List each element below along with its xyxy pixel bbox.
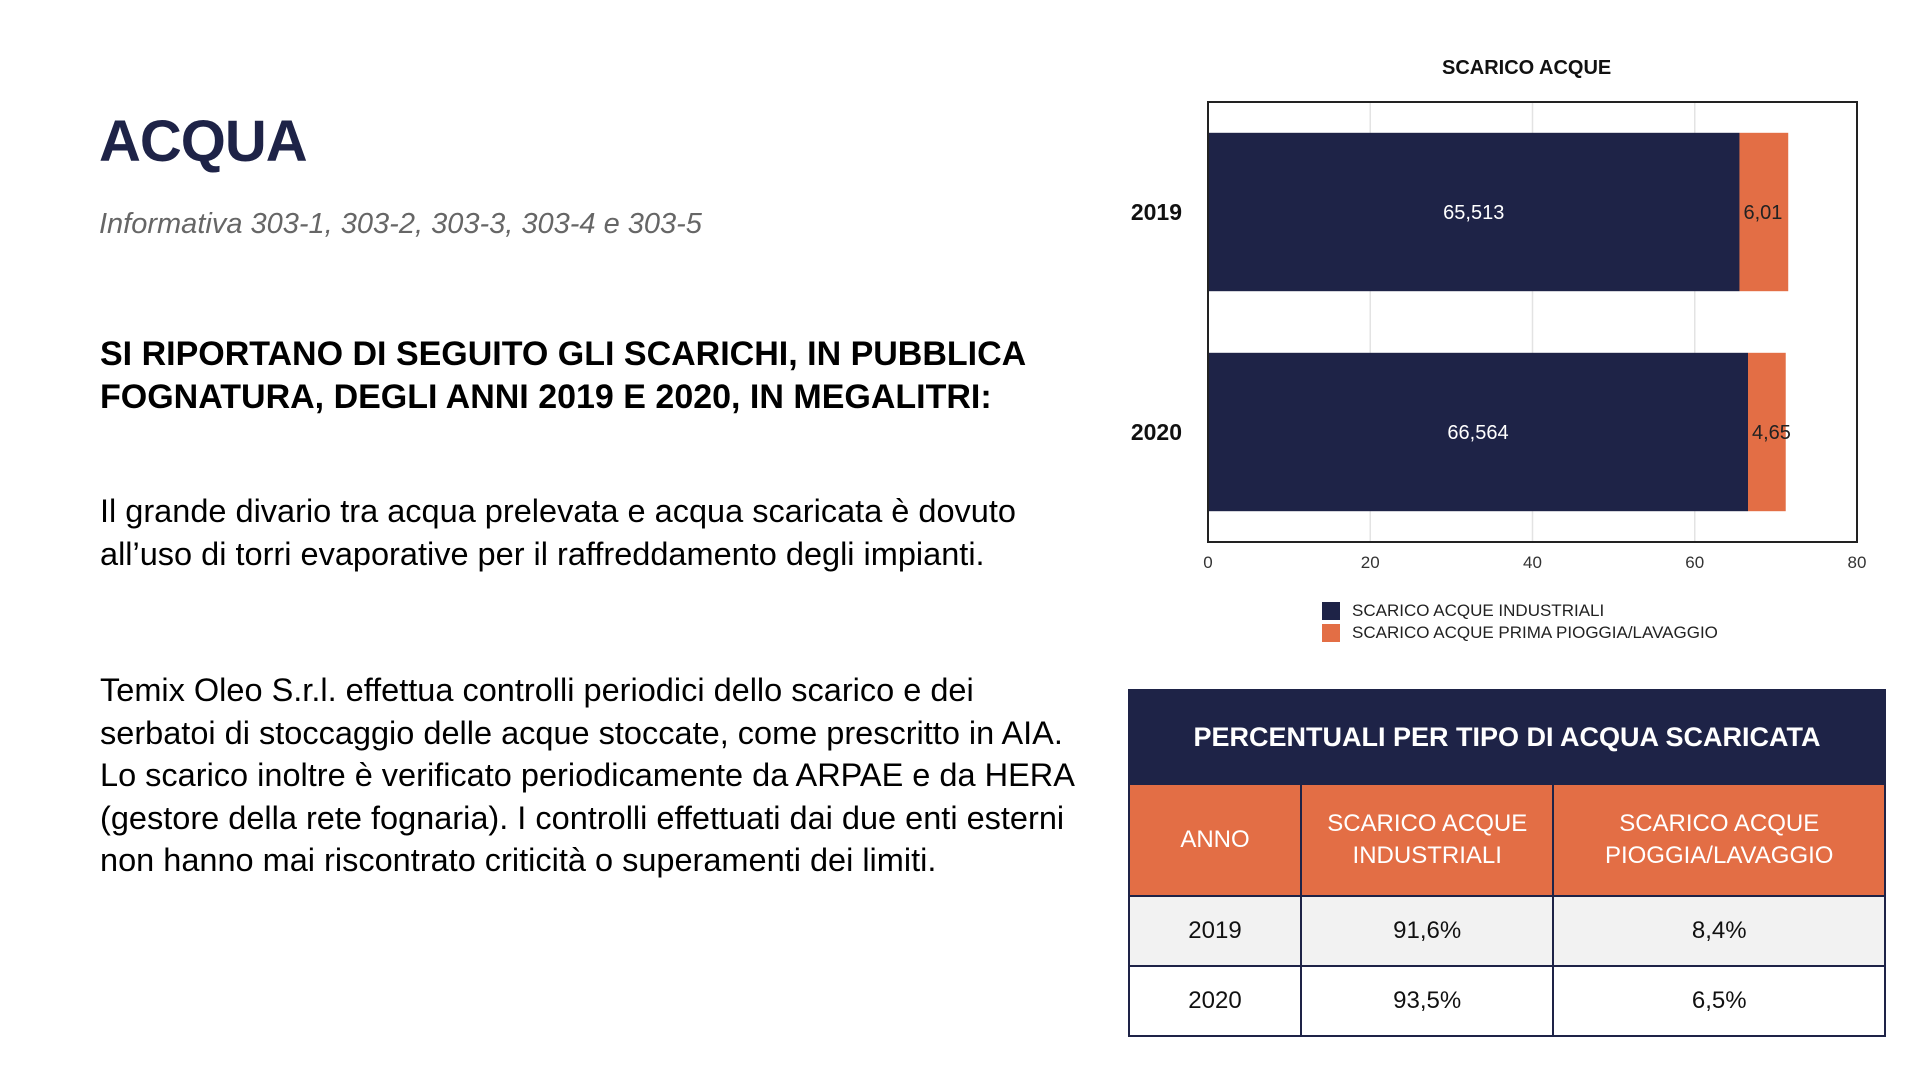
data-label: 4,65 — [1752, 422, 1791, 444]
paragraph-controls: Temix Oleo S.r.l. effettua controlli periodici dello scarico e dei serbatoi di stoccaggio delle acque stoccate, come prescritto in AIA. Lo scarico inoltre è verificato periodicamente da ARPAE e da HERA (gestore della rete fognaria). I controlli effettuati dai due enti esterni non hanno mai riscontrato criticità o superamenti dei limiti. — [100, 672, 1074, 878]
legend-label-industrial: SCARICO ACQUE INDUSTRIALI — [1352, 601, 1605, 620]
chart-title: SCARICO ACQUE — [1442, 57, 1612, 79]
table-cell-industrial: 91,6% — [1301, 896, 1553, 966]
data-label: 6,01 — [1743, 202, 1783, 224]
legend-item-rain — [1322, 622, 1718, 644]
section-heading: SI RIPORTANO DI SEGUITO GLI SCARICHI, IN PUBBLICA FOGNATURA, DEGLI ANNI 2019 E 2020, IN MEGALITRI: — [100, 335, 1025, 416]
table-cell-rain: 8,4% — [1553, 896, 1885, 966]
legend-swatch-industrial — [1322, 602, 1340, 620]
table-header-year: ANNO — [1129, 784, 1301, 896]
legend-swatch-rain — [1322, 624, 1340, 642]
page-subtitle: Informativa 303-1, 303-2, 303-3, 303-4 e 303-5 — [99, 208, 702, 240]
category-label: 2020 — [1130, 419, 1182, 445]
data-label: 65,513 — [1443, 202, 1505, 224]
table-row — [1129, 966, 1885, 1036]
x-tick-label: 40 — [1523, 553, 1542, 572]
table-header-industrial: SCARICO ACQUE INDUSTRIALI — [1301, 784, 1553, 896]
data-label: 66,564 — [1447, 422, 1509, 444]
table-cell-rain: 6,5% — [1553, 966, 1885, 1036]
table-row — [1129, 896, 1885, 966]
table-cell-year: 2019 — [1129, 896, 1301, 966]
table-cell-year: 2020 — [1129, 966, 1301, 1036]
table-title: PERCENTUALI PER TIPO DI ACQUA SCARICATA — [1129, 690, 1885, 784]
category-label: 2019 — [1130, 199, 1182, 225]
x-tick-label: 60 — [1685, 553, 1705, 572]
x-tick-label: 80 — [1847, 553, 1867, 572]
table-cell-industrial: 93,5% — [1301, 966, 1553, 1036]
paragraph-evaporative-towers: Il grande divario tra acqua prelevata e acqua scaricata è dovuto all’uso di torri evaporative per il raffreddamento degli impianti. — [100, 493, 1016, 572]
page-title: ACQUA — [99, 109, 307, 174]
chart-legend — [1322, 600, 1718, 644]
legend-item-industrial — [1322, 600, 1718, 622]
x-tick-label: 0 — [1203, 553, 1213, 572]
x-tick-label: 20 — [1360, 553, 1380, 572]
table-header-rain: SCARICO ACQUE PIOGGIA/LAVAGGIO — [1553, 784, 1885, 896]
percentage-table — [1128, 689, 1886, 1037]
legend-label-rain: SCARICO ACQUE PRIMA PIOGGIA/LAVAGGIO — [1352, 623, 1718, 642]
